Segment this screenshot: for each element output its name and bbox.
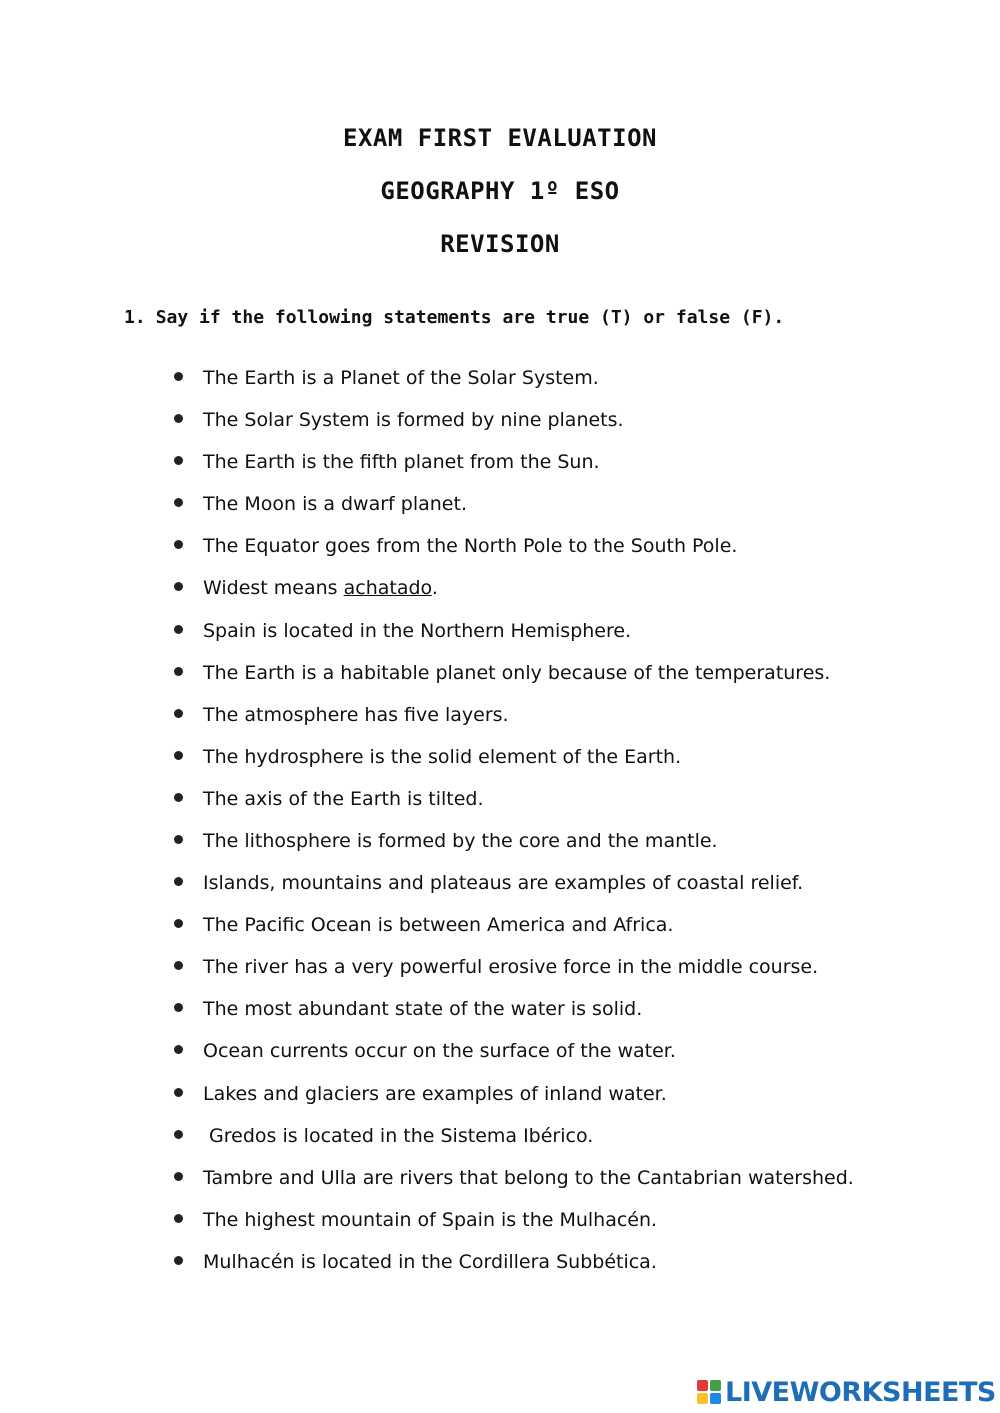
statement-text: The axis of the Earth is tilted.: [203, 788, 484, 810]
bullet-icon: [174, 625, 183, 634]
statement-text: The Pacific Ocean is between America and Africa.: [203, 914, 674, 936]
question-text: Say if the following statements are true (T) or false (F).: [155, 307, 785, 328]
bullet-icon: [174, 709, 183, 718]
bullet-icon: [174, 1172, 183, 1181]
logo-square: [697, 1380, 708, 1391]
statement-item: [174, 744, 681, 770]
statement-item: [174, 828, 718, 854]
statement-text: The most abundant state of the water is solid.: [203, 998, 643, 1020]
statement-text: The Earth is the fifth planet from the Sun.: [203, 451, 600, 473]
bullet-icon: [174, 1088, 183, 1097]
question-number: 1.: [124, 307, 146, 328]
statement-item: [174, 1249, 657, 1275]
statement-text: Gredos is located in the Sistema Ibérico.: [203, 1125, 594, 1147]
statement-text: Lakes and glaciers are examples of inland water.: [203, 1083, 667, 1105]
logo-text: LIVEWORKSHEETS: [725, 1376, 996, 1408]
statement-item: [174, 702, 509, 728]
statement-text: The Earth is a habitable planet only because of the temperatures.: [203, 662, 831, 684]
logo-square: [710, 1380, 721, 1391]
statement-text: The lithosphere is formed by the core and the mantle.: [203, 830, 718, 852]
statement-item: [174, 1038, 676, 1064]
statement-item: [174, 1123, 593, 1149]
statement-item: [174, 912, 673, 938]
bullet-icon: [174, 372, 183, 381]
bullet-icon: [174, 1003, 183, 1012]
statement-text: Tambre and Ulla are rivers that belong to the Cantabrian watershed.: [203, 1167, 854, 1189]
statement-text: The Earth is a Planet of the Solar System.: [203, 367, 599, 389]
liveworksheets-logo[interactable]: [697, 1375, 996, 1409]
statement-text: The river has a very powerful erosive force in the middle course.: [203, 956, 819, 978]
bullet-icon: [174, 751, 183, 760]
statement-text: Islands, mountains and plateaus are examples of coastal relief.: [203, 872, 804, 894]
statement-text: Widest means: [203, 577, 344, 599]
exam-title: EXAM FIRST EVALUATION: [343, 124, 657, 152]
statement-item: [174, 1081, 667, 1107]
statement-item: [174, 449, 600, 475]
statement-item: [174, 365, 599, 391]
revision-title: REVISION: [440, 230, 560, 258]
statement-item: [174, 786, 484, 812]
logo-grid-icon: [697, 1380, 721, 1404]
bullet-icon: [174, 1256, 183, 1265]
statement-item: [174, 660, 830, 686]
statement-item: [174, 954, 818, 980]
statement-item: [174, 996, 642, 1022]
question-1: [124, 307, 784, 328]
logo-square: [697, 1393, 708, 1404]
statement-item: [174, 407, 624, 433]
statement-text: The highest mountain of Spain is the Mulhacén.: [203, 1209, 658, 1231]
statement-text: Ocean currents occur on the surface of the water.: [203, 1040, 676, 1062]
statement-period: .: [431, 577, 438, 599]
bullet-icon: [174, 540, 183, 549]
statement-text: Spain is located in the Northern Hemisphere.: [203, 620, 632, 642]
underlined-word: achatado: [343, 577, 432, 599]
subject-title: GEOGRAPHY 1º ESO: [380, 177, 620, 205]
bullet-icon: [174, 961, 183, 970]
bullet-icon: [174, 582, 183, 591]
statement-text: Mulhacén is located in the Cordillera Subbética.: [203, 1251, 657, 1273]
statement-item: [174, 1207, 657, 1233]
bullet-icon: [174, 877, 183, 886]
bullet-icon: [174, 919, 183, 928]
bullet-icon: [174, 414, 183, 423]
bullet-icon: [174, 1045, 183, 1054]
statement-item: [174, 870, 803, 896]
statement-item: [174, 533, 737, 559]
statement-item: [174, 1165, 854, 1191]
logo-square: [710, 1393, 721, 1404]
statement-item: [174, 575, 438, 601]
statement-text: The atmosphere has five layers.: [203, 704, 509, 726]
statement-text: The Equator goes from the North Pole to the South Pole.: [203, 535, 738, 557]
statement-text: The Moon is a dwarf planet.: [203, 493, 467, 515]
bullet-icon: [174, 1130, 183, 1139]
statement-text: The Solar System is formed by nine planets.: [203, 409, 624, 431]
statement-item: [174, 618, 631, 644]
bullet-icon: [174, 835, 183, 844]
bullet-icon: [174, 1214, 183, 1223]
statement-text: The hydrosphere is the solid element of the Earth.: [203, 746, 682, 768]
bullet-icon: [174, 456, 183, 465]
bullet-icon: [174, 793, 183, 802]
bullet-icon: [174, 498, 183, 507]
statement-item: [174, 491, 467, 517]
bullet-icon: [174, 667, 183, 676]
